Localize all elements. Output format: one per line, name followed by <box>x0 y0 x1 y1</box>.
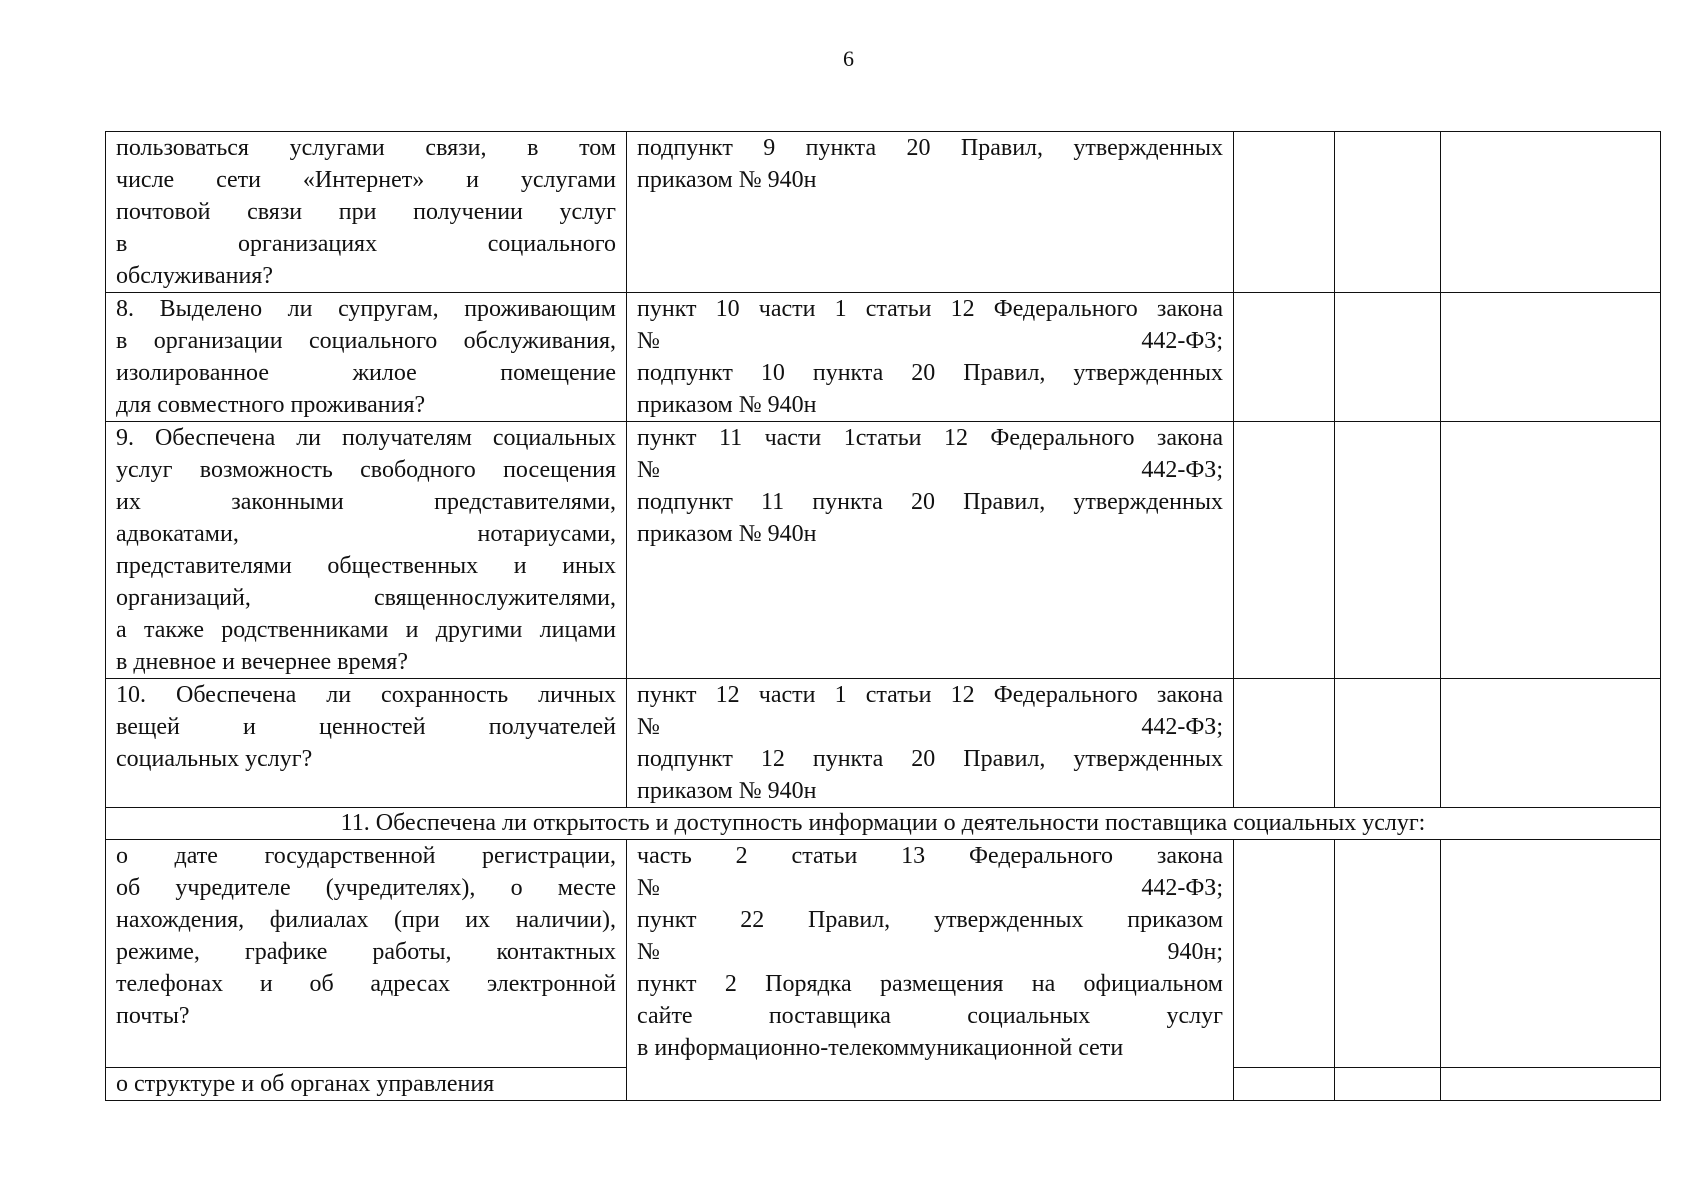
text-line: № 442-ФЗ; <box>637 875 1223 901</box>
text-line: нахождения, филиалах (при их наличии), <box>116 907 616 933</box>
question-cell <box>106 293 627 422</box>
text-line: почтовой связи при получении услуг <box>116 199 616 225</box>
text-line: телефонах и об адресах электронной <box>116 971 616 997</box>
table-row <box>106 293 1661 422</box>
question-cell <box>106 132 627 293</box>
text-line: услуг возможность свободного посещения <box>116 457 616 483</box>
answer-no-cell <box>1335 422 1441 679</box>
text-line: № 442-ФЗ; <box>637 328 1223 354</box>
text-line: № 442-ФЗ; <box>637 457 1223 483</box>
text-line: пользоваться услугами связи, в том <box>116 135 616 161</box>
text-line: социальных услуг? <box>116 746 313 772</box>
text-line: 9. Обеспечена ли получателям социальных <box>116 425 616 451</box>
answer-yes-cell <box>1234 422 1335 679</box>
text-line: представителями общественных и иных <box>116 553 616 579</box>
answer-yes-cell <box>1234 679 1335 808</box>
section-header-row <box>106 808 1661 840</box>
text-line: в информационно-телекоммуникационной сети <box>637 1035 1124 1061</box>
text-line: пункт 2 Порядка размещения на официальном <box>637 971 1223 997</box>
text-line: приказом № 940н <box>637 521 817 547</box>
text-line: пункт 11 части 1статьи 12 Федерального закона <box>637 425 1223 451</box>
answer-yes-cell <box>1234 840 1335 1068</box>
text-line: в дневное и вечернее время? <box>116 649 408 675</box>
table-row <box>106 679 1661 808</box>
reference-cell <box>627 679 1234 808</box>
text-line: приказом № 940н <box>637 167 817 193</box>
text-line: пункт 22 Правил, утвержденных приказом <box>637 907 1223 933</box>
question-cell <box>106 1068 627 1101</box>
text-line: почты? <box>116 1003 190 1029</box>
text-line: пункт 10 части 1 статьи 12 Федерального закона <box>637 296 1223 322</box>
reference-cell <box>627 422 1234 679</box>
text-line: а также родственниками и другими лицами <box>116 617 616 643</box>
question-cell <box>106 840 627 1068</box>
text-line: № 442-ФЗ; <box>637 714 1223 740</box>
question-cell <box>106 422 627 679</box>
text-line: пункт 12 части 1 статьи 12 Федерального закона <box>637 682 1223 708</box>
page-number: 6 <box>843 46 854 71</box>
table-row <box>106 422 1661 679</box>
text-line: 10. Обеспечена ли сохранность личных <box>116 682 616 708</box>
table-row <box>106 132 1661 293</box>
note-cell <box>1441 840 1661 1068</box>
answer-no-cell <box>1335 132 1441 293</box>
answer-yes-cell <box>1234 293 1335 422</box>
text-line: подпункт 9 пункта 20 Правил, утвержденных <box>637 135 1223 161</box>
text-line: числе сети «Интернет» и услугами <box>116 167 616 193</box>
table-row <box>106 840 1661 1068</box>
text-line: подпункт 12 пункта 20 Правил, утвержденных <box>637 746 1223 772</box>
text-line: изолированное жилое помещение <box>116 360 616 386</box>
question-cell <box>106 679 627 808</box>
text-line: подпункт 11 пункта 20 Правил, утвержденных <box>637 489 1223 515</box>
text-line: приказом № 940н <box>637 778 817 804</box>
text-line: обслуживания? <box>116 263 273 289</box>
answer-no-cell <box>1335 679 1441 808</box>
text-line: режиме, графике работы, контактных <box>116 939 616 965</box>
text-line: о структуре и об органах управления <box>116 1071 495 1097</box>
text-line: для совместного проживания? <box>116 392 426 418</box>
text-line: № 940н; <box>637 939 1223 965</box>
reference-cell <box>627 840 1234 1101</box>
reference-cell <box>627 132 1234 293</box>
checklist-table <box>105 131 1661 1101</box>
answer-no-cell <box>1335 840 1441 1068</box>
note-cell <box>1441 679 1661 808</box>
text-line: в организациях социального <box>116 231 616 257</box>
note-cell <box>1441 422 1661 679</box>
text-line: организаций, священнослужителями, <box>116 585 616 611</box>
text-line: в организации социального обслуживания, <box>116 328 616 354</box>
answer-yes-cell <box>1234 132 1335 293</box>
text-line: их законными представителями, <box>116 489 616 515</box>
text-line: приказом № 940н <box>637 392 817 418</box>
note-cell <box>1441 132 1661 293</box>
text-line: о дате государственной регистрации, <box>116 843 616 869</box>
text-line: подпункт 10 пункта 20 Правил, утвержденных <box>637 360 1223 386</box>
answer-yes-cell <box>1234 1068 1335 1101</box>
text-line: вещей и ценностей получателей <box>116 714 616 740</box>
note-cell <box>1441 1068 1661 1101</box>
answer-no-cell <box>1335 1068 1441 1101</box>
text-line: адвокатами, нотариусами, <box>116 521 616 547</box>
text-line: об учредителе (учредителях), о месте <box>116 875 616 901</box>
text-line: 8. Выделено ли супругам, проживающим <box>116 296 616 322</box>
note-cell <box>1441 293 1661 422</box>
answer-no-cell <box>1335 293 1441 422</box>
reference-cell <box>627 293 1234 422</box>
text-line: сайте поставщика социальных услуг <box>637 1003 1223 1029</box>
section-header: 11. Обеспечена ли открытость и доступность информации о деятельности поставщика социальных услуг: <box>106 808 1661 840</box>
text-line: часть 2 статьи 13 Федерального закона <box>637 843 1223 869</box>
